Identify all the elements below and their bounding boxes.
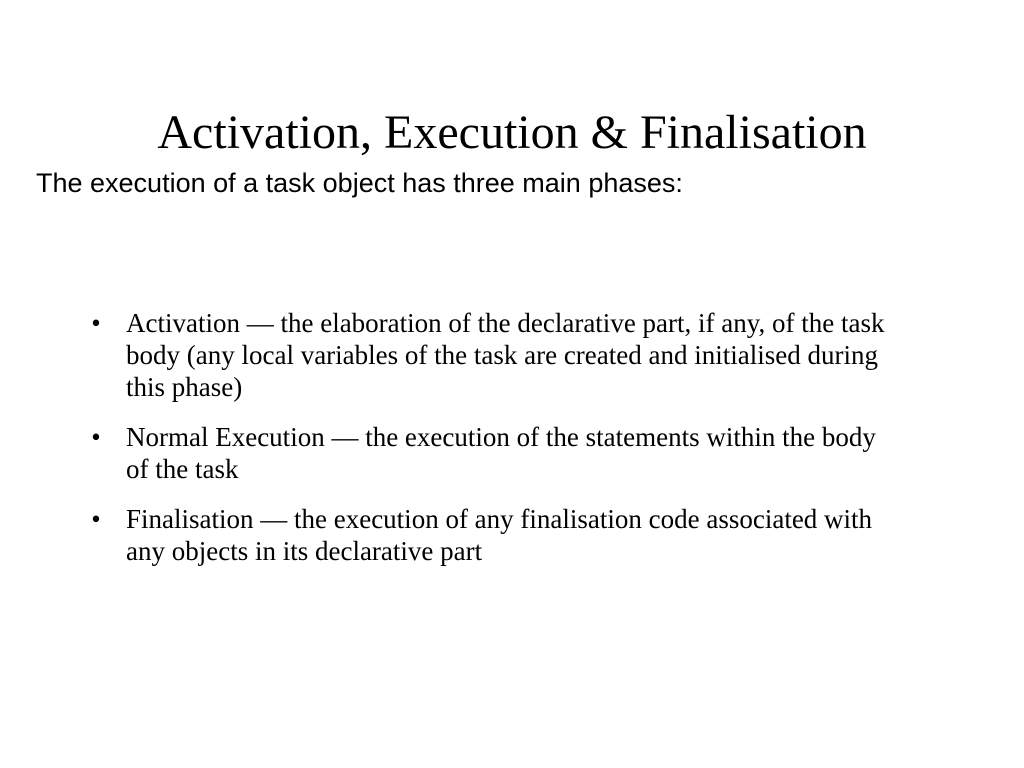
slide-subtitle: The execution of a task object has three main phases: (36, 168, 683, 198)
bullet-text-finalisation: Finalisation — the execution of any finalisation code associated with any objects in its declarative part (126, 504, 873, 566)
bullet-item-finalisation (84, 503, 904, 567)
bullet-item-normal-execution (84, 421, 904, 485)
bullet-item-activation (84, 307, 904, 403)
bullet-icon: • (91, 504, 101, 534)
slide-title: Activation, Execution & Finalisation (157, 106, 867, 159)
bullet-text-normal-execution: Normal Execution — the execution of the statements within the body of the task (126, 422, 876, 484)
bullet-icon: • (91, 422, 101, 452)
bullet-list (84, 307, 904, 585)
bullet-icon: • (91, 308, 101, 338)
bullet-text-activation: Activation — the elaboration of the declarative part, if any, of the task body (any local variables of the task are created and initialised during this phase) (126, 308, 885, 402)
